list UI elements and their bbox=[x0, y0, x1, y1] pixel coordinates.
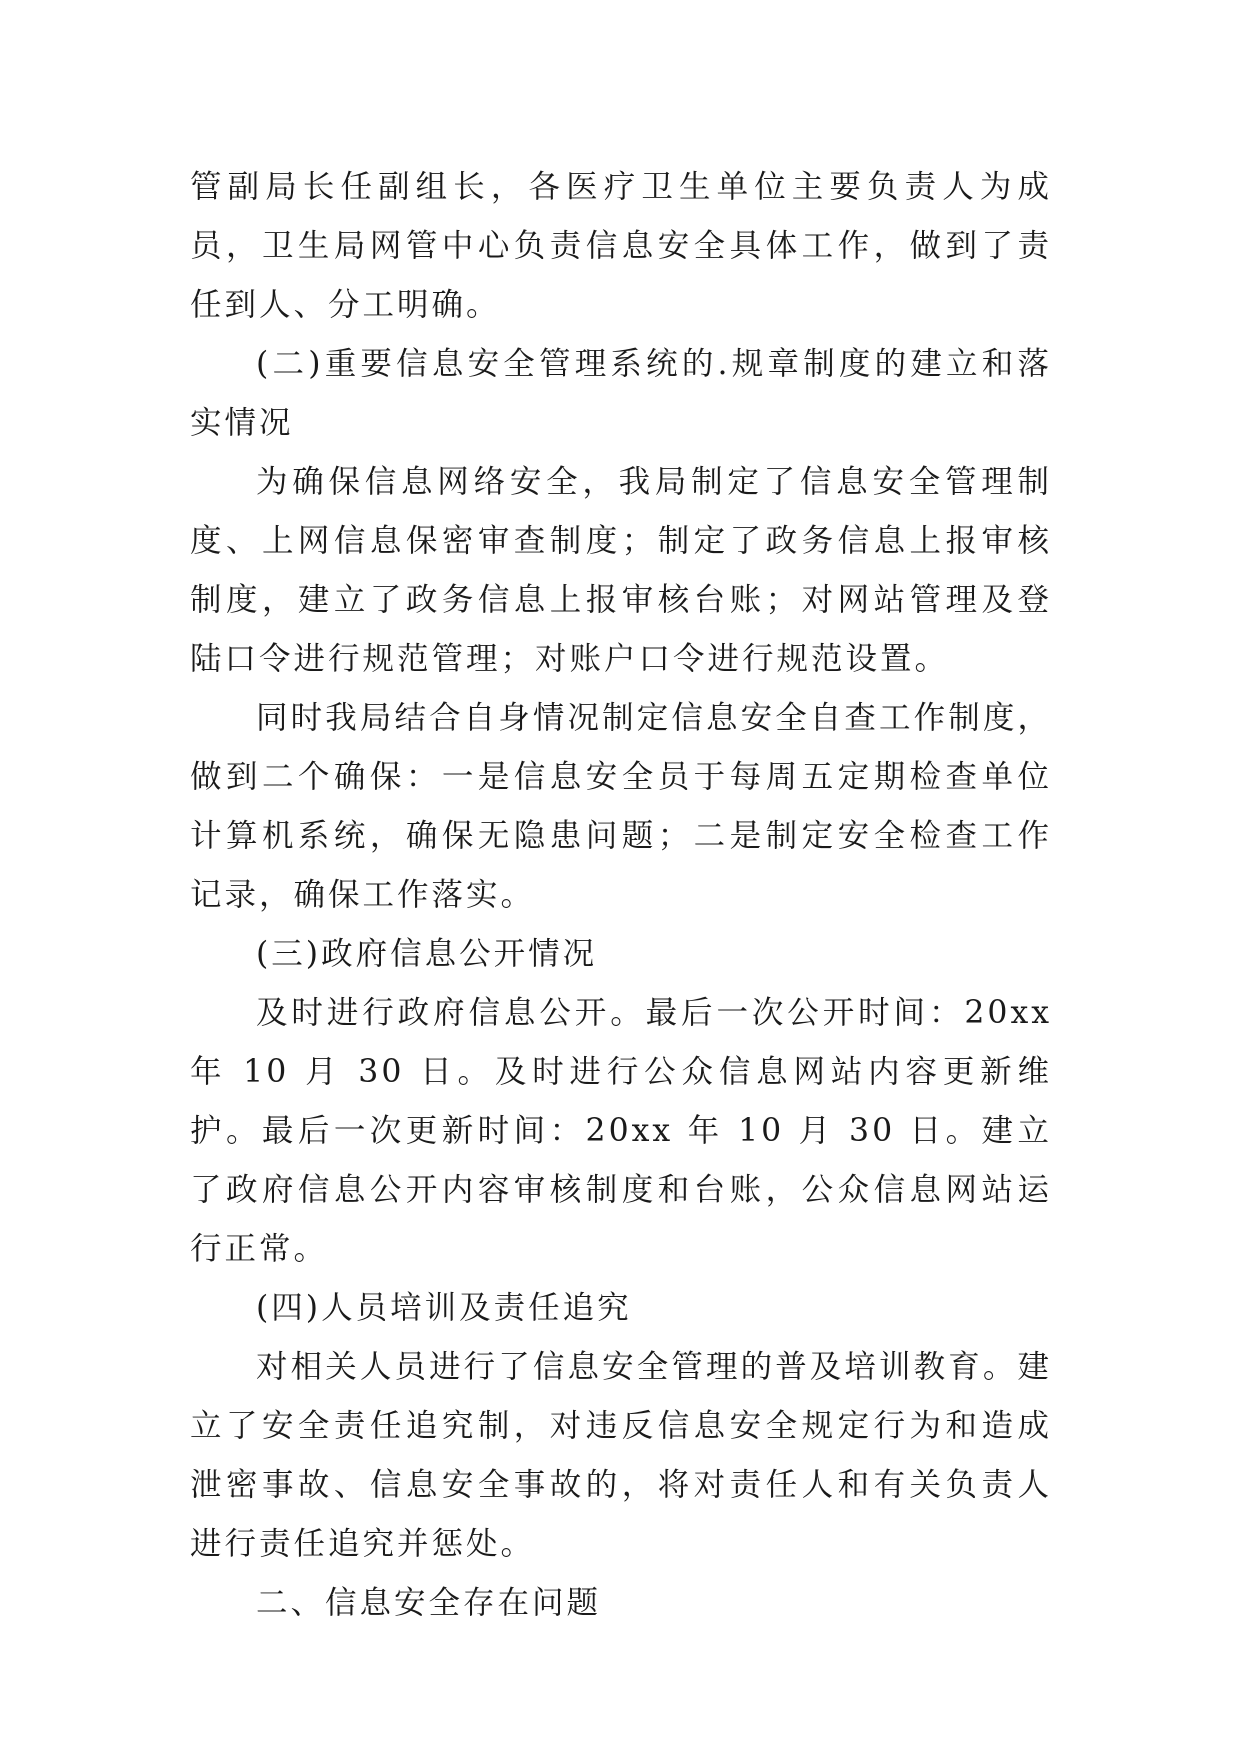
paragraph-security-rules: 为确保信息网络安全，我局制定了信息安全管理制度、上网信息保密审查制度；制定了政务信息上报审核制度，建立了政务信息上报审核台账；对网站管理及登陆口令进行规范管理；对账户口令进行规范设置。 bbox=[190, 464, 1052, 677]
section-heading-problems: 二、信息安全存在问题 bbox=[256, 1585, 602, 1621]
section-heading-disclosure: (三)政府信息公开情况 bbox=[256, 936, 598, 972]
paragraph-disclosure: 及时进行政府信息公开。最后一次公开时间：20xx 年 10 月 30 日。及时进行公众信息网站内容更新维护。最后一次更新时间：20xx 年 10 月 30 日。建立了政府信息公开内容审核制度和台账，公众信息网站运行正常。 bbox=[190, 995, 1052, 1267]
paragraph-self-inspection: 同时我局结合自身情况制定信息安全自查工作制度，做到二个确保：一是信息安全员于每周五定期检查单位计算机系统，确保无隐患问题；二是制定安全检查工作记录，确保工作落实。 bbox=[190, 700, 1052, 913]
section-heading-rules: (二)重要信息安全管理系统的.规章制度的建立和落实情况 bbox=[190, 346, 1052, 441]
section-heading-training: (四)人员培训及责任追究 bbox=[256, 1290, 632, 1326]
document-body bbox=[190, 158, 1052, 1633]
paragraph-training: 对相关人员进行了信息安全管理的普及培训教育。建立了安全责任追究制，对违反信息安全规定行为和造成泄密事故、信息安全事故的，将对责任人和有关负责人进行责任追究并惩处。 bbox=[190, 1349, 1052, 1562]
paragraph-leader-group: 管副局长任副组长，各医疗卫生单位主要负责人为成员，卫生局网管中心负责信息安全具体工作，做到了责任到人、分工明确。 bbox=[190, 169, 1052, 323]
